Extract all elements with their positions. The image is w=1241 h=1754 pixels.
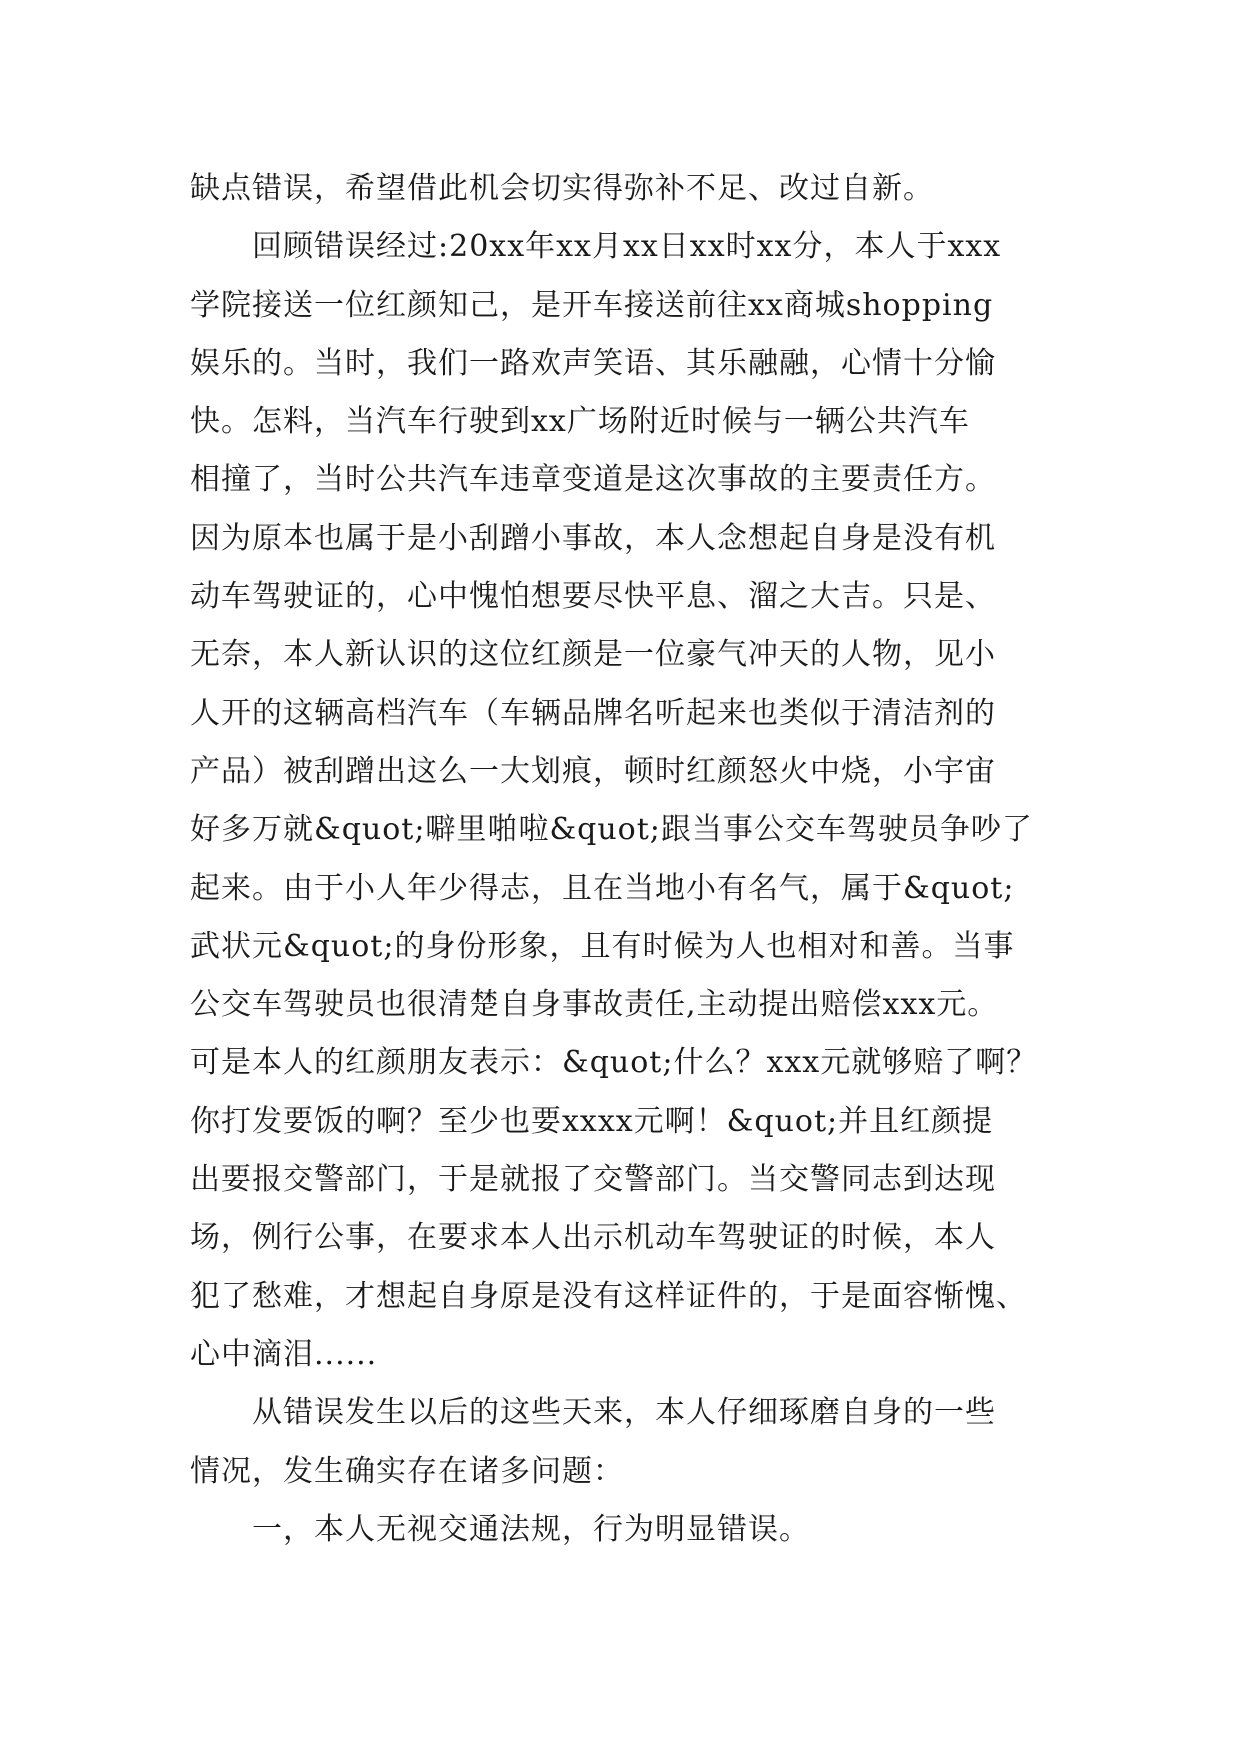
text-line: 学院接送一位红颜知己，是开车接送前往xx商城shopping <box>190 287 994 323</box>
text-line: 你打发要饭的啊？至少也要xxxx元啊！&quot;并且红颜提 <box>190 1103 994 1139</box>
text-line: 场，例行公事，在要求本人出示机动车驾驶证的时候，本人 <box>190 1220 996 1256</box>
text-line: 一，本人无视交通法规，行为明显错误。 <box>252 1511 810 1547</box>
text-line: 公交车驾驶员也很清楚自身事故责任,主动提出赔偿xxx元。 <box>190 987 999 1023</box>
text-line: 无奈，本人新认识的这位红颜是一位豪气冲天的人物，见小 <box>190 637 996 673</box>
text-line: 武状元&quot;的身份形象，且有时候为人也相对和善。当事 <box>190 928 1015 964</box>
text-line: 出要报交警部门，于是就报了交警部门。当交警同志到达现 <box>190 1162 996 1198</box>
text-line: 可是本人的红颜朋友表示：&quot;什么？xxx元就够赔了啊？ <box>190 1045 1038 1081</box>
text-line: 娱乐的。当时，我们一路欢声笑语、其乐融融，心情十分愉 <box>190 345 996 381</box>
text-line: 回顾错误经过:20xx年xx月xx日xx时xx分，本人于xxx <box>252 229 1002 265</box>
text-line: 快。怎料，当汽车行驶到xx广场附近时候与一辆公共汽车 <box>190 404 970 440</box>
document-body <box>190 160 1050 1559</box>
text-line: 起来。由于小人年少得志，且在当地小有名气，属于&quot; <box>190 870 1015 906</box>
text-line: 动车驾驶证的，心中愧怕想要尽快平息、溜之大吉。只是、 <box>190 579 996 615</box>
text-line: 因为原本也属于是小刮蹭小事故，本人念想起自身是没有机 <box>190 520 996 556</box>
text-line: 相撞了，当时公共汽车违章变道是这次事故的主要责任方。 <box>190 462 996 498</box>
text-line: 产品）被刮蹭出这么一大划痕，顿时红颜怒火中烧，小宇宙 <box>190 753 996 789</box>
text-line: 从错误发生以后的这些天来，本人仔细琢磨自身的一些 <box>252 1395 996 1431</box>
text-line: 情况，发生确实存在诸多问题： <box>190 1453 624 1489</box>
text-line: 犯了愁难，才想起自身原是没有这样证件的，于是面容惭愧、 <box>190 1278 1027 1314</box>
text-line: 缺点错误，希望借此机会切实得弥补不足、改过自新。 <box>190 171 934 206</box>
text-line: 心中滴泪...... <box>190 1336 378 1372</box>
text-line: 好多万就&quot;噼里啪啦&quot;跟当事公交车驾驶员争吵了 <box>190 812 1033 848</box>
text-line: 人开的这辆高档汽车（车辆品牌名听起来也类似于清洁剂的 <box>190 695 996 731</box>
